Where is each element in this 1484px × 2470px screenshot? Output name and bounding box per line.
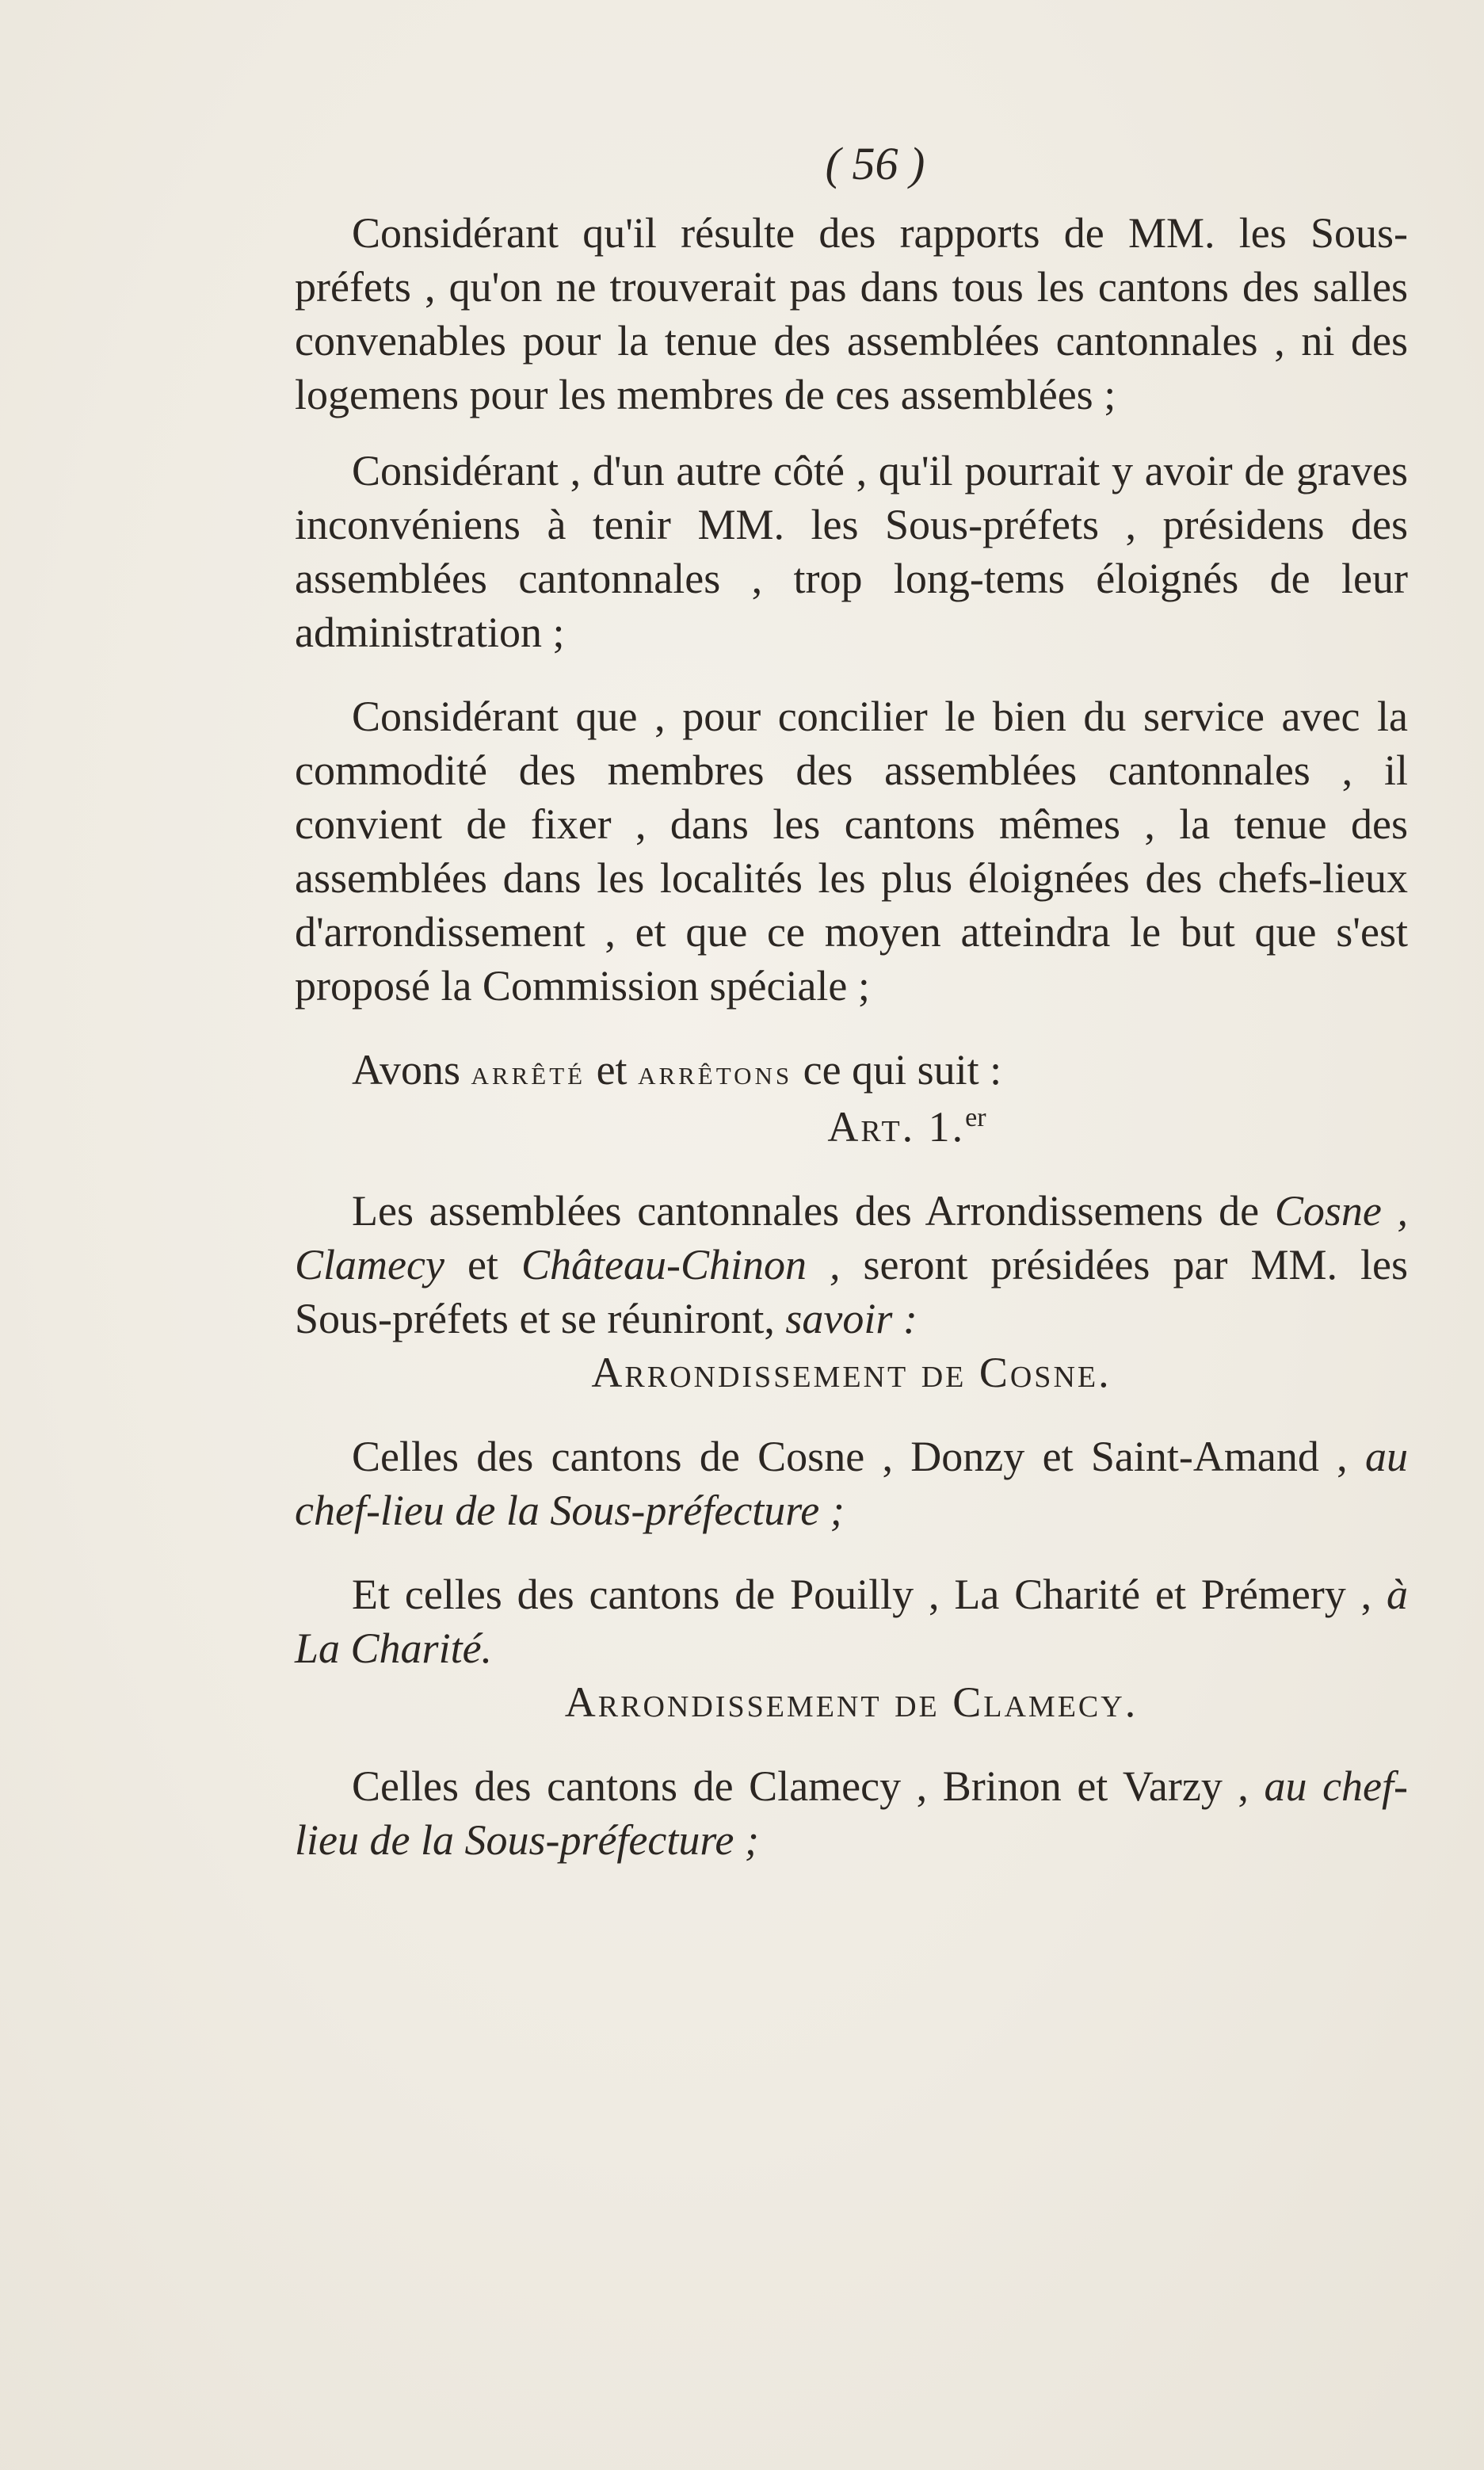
arrete-word: arrêté: [471, 1053, 586, 1092]
heading-arrondissement-cosne: Arrondissement de Cosne.: [591, 1349, 1112, 1396]
paragraph-1: Considérant qu'il résulte des rapports de MM. les Sous-préfets , qu'on ne trouverait pas dans tous les cantons des salles convenables pour la tenue des assemblées cantonnales , ni des logemens pour les membres de ces assemblées ;: [295, 209, 1408, 418]
p4-place-clamecy: Clamecy: [295, 1241, 444, 1288]
paragraph-2: Considérant , d'un autre côté , qu'il pourrait y avoir de graves inconvéniens à tenir MM. les Sous-préfets , présidens des assemblées cantonnales , trop long-tems éloignés de leur administration ;: [295, 447, 1408, 656]
p7-italic: au chef-lieu de la Sous-préfecture ;: [295, 1762, 1408, 1864]
p6-text: Et celles des cantons de Pouilly , La Charité et Prémery ,: [352, 1571, 1372, 1618]
paragraph-6: [295, 1567, 1408, 1675]
arrete-lead: Avons: [352, 1046, 461, 1094]
article-superscript: er: [965, 1103, 986, 1132]
article-heading: [295, 1100, 1408, 1154]
p4-and: et: [467, 1241, 498, 1288]
arrete-et: et: [596, 1046, 628, 1094]
p5-italic: au chef-lieu de la Sous-préfecture ;: [295, 1433, 1408, 1534]
p5-text: Celles des cantons de Cosne , Donzy et Saint-Amand ,: [352, 1433, 1348, 1480]
p4-place-chateau-chinon: Château-Chinon ,: [521, 1241, 841, 1288]
p7-text: Celles des cantons de Clamecy , Brinon et Varzy ,: [352, 1762, 1249, 1810]
p4-rest: seront présidées par MM. les Sous-préfets et se réuniront,: [295, 1241, 1408, 1342]
paragraph-3: Considérant que , pour concilier le bien du service avec la commodité des membres des assemblées cantonnales , il convient de fixer , dans les cantons mêmes , la tenue des assemblées dans les localités les plus éloignées des chefs-lieux d'arrondissement , et que ce moyen atteindra le but que s'est proposé la Commission spéciale ;: [295, 693, 1408, 1010]
paragraph-7: [295, 1759, 1408, 1867]
p4-savoir: savoir :: [785, 1295, 917, 1342]
p6-italic: à La Charité.: [295, 1571, 1408, 1672]
p4-place-cosne: Cosne ,: [1274, 1187, 1408, 1235]
page-number: ( 56 ): [825, 138, 925, 189]
article-label: Art. 1.: [827, 1103, 966, 1151]
heading-arrondissement-clamecy: Arrondissement de Clamecy.: [564, 1678, 1139, 1726]
arrete-tail: ce qui suit :: [803, 1046, 1002, 1094]
page-text: [295, 136, 1408, 1867]
arretons-word: arrêtons: [638, 1053, 793, 1092]
paragraph-5: [295, 1430, 1408, 1537]
paragraph-4: [295, 1184, 1408, 1346]
arrete-line: [295, 1043, 1408, 1100]
p4-start: Les assemblées cantonnales des Arrondissemens de: [352, 1187, 1260, 1235]
